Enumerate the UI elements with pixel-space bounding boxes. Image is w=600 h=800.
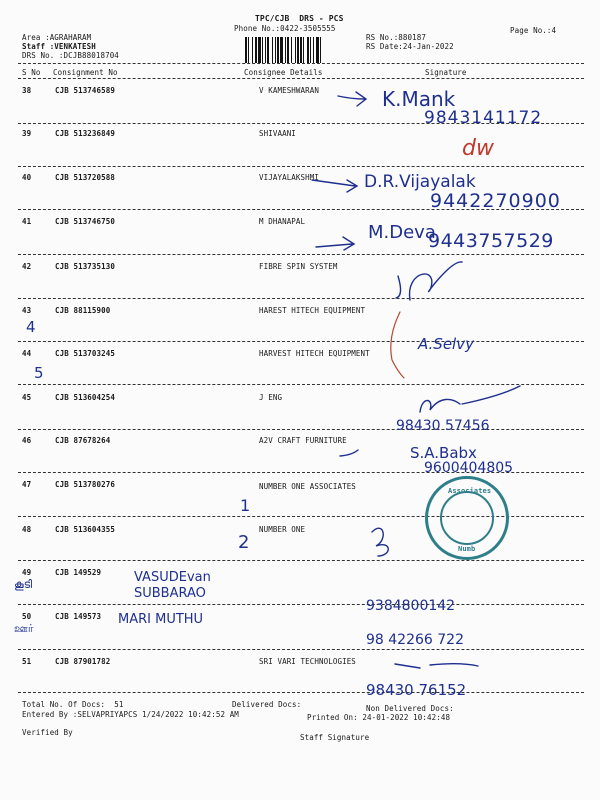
row-consignee: NUMBER ONE (259, 525, 306, 534)
handwritten-signature: S.A.Babx (410, 444, 477, 462)
rs-number: RS No.:880187 (366, 33, 426, 42)
arrow-icon (338, 92, 366, 106)
stamp-inner-ring (440, 491, 494, 545)
arrow-icon (340, 450, 358, 456)
row-sno: 42 (22, 262, 32, 271)
rs-date: RS Date:24-Jan-2022 (366, 42, 454, 51)
staff-name: Staff :VENKATESH (22, 42, 96, 51)
row-sno: 38 (22, 86, 32, 95)
scribble (395, 664, 478, 668)
total-docs: Total No. Of Docs: 51 (22, 700, 124, 709)
row-sno: 51 (22, 657, 32, 666)
row-consignment: CJB 513720588 (55, 173, 115, 182)
scribble (391, 312, 404, 378)
row-consignee: VIJAYALAKSHMI (259, 173, 319, 182)
scribble (396, 276, 401, 298)
row-sno: 43 (22, 306, 32, 315)
handwritten-phone: 98430 76152 (366, 681, 467, 699)
delivered-docs: Delivered Docs: (232, 700, 302, 709)
scribble (420, 386, 520, 412)
handwritten-phone: 98 42266 722 (366, 632, 464, 648)
handwritten-signature: dw (462, 136, 494, 161)
stamp-subtext: Numb (458, 545, 476, 553)
non-delivered-docs: Non Delivered Docs: (366, 704, 454, 713)
row-consignment: CJB 513604355 (55, 525, 115, 534)
handwritten-mark: 1 (240, 496, 251, 515)
handwritten-note: MARI MUTHU (118, 612, 204, 627)
printed-on: Printed On: 24-01-2022 10:42:48 (307, 713, 451, 722)
row-sno: 40 (22, 173, 32, 182)
row-consignee: SHIVAANI (259, 129, 296, 138)
row-sno: 47 (22, 480, 32, 489)
row-consignment: CJB 87678264 (55, 436, 111, 445)
row-consignee: SRI VARI TECHNOLOGIES (259, 657, 356, 666)
stamp-text: Associates (448, 487, 492, 495)
row-sno: 45 (22, 393, 32, 402)
verified-by: Verified By (22, 728, 73, 737)
handwritten-signature: M.Deva (368, 222, 436, 243)
scribble (372, 528, 388, 556)
handwritten-phone: 98430 57456 (396, 418, 490, 434)
row-consignment: CJB 513703245 (55, 349, 115, 358)
handwritten-note: കൂടി (14, 578, 33, 591)
arrow-icon (312, 180, 357, 192)
col-header-consignee: Consignee Details (244, 68, 323, 77)
row-consignment: CJB 149573 (55, 612, 102, 621)
handwritten-phone: 9442270900 (430, 190, 561, 212)
handwritten-note: SUBBARAO (134, 586, 206, 601)
row-sno: 50 (22, 612, 32, 621)
row-consignee: NUMBER ONE ASSOCIATES (259, 482, 356, 491)
page-number: Page No.:4 (510, 26, 557, 35)
col-header-consignment: Consignment No (53, 68, 118, 77)
scribble (410, 262, 462, 300)
row-consignee: J ENG (259, 393, 283, 402)
area: Area :AGRAHARAM (22, 33, 92, 42)
company-stamp (425, 476, 509, 560)
row-consignee: A2V CRAFT FURNITURE (259, 436, 347, 445)
handwritten-phone: 9600404805 (424, 460, 514, 476)
row-consignee: HAREST HITECH EQUIPMENT (259, 306, 366, 315)
handwritten-signature: A.Selvy (418, 335, 474, 353)
row-consignment: CJB 88115900 (55, 306, 111, 315)
handwritten-signature: K.Mank (382, 87, 456, 111)
handwritten-phone: 9843141172 (424, 108, 543, 128)
handwritten-phone: 9443757529 (428, 230, 554, 252)
row-consignment: CJB 513746750 (55, 217, 115, 226)
handwritten-note: VASUDEvan (134, 570, 211, 585)
row-consignment: CJB 513735130 (55, 262, 115, 271)
row-consignment: CJB 513780276 (55, 480, 115, 489)
document-title: TPC/CJB DRS - PCS (255, 14, 344, 23)
handwritten-note: ஊர் (14, 622, 34, 635)
row-consignment: CJB 513604254 (55, 393, 115, 402)
row-consignment: CJB 513236849 (55, 129, 115, 138)
row-consignment: CJB 149529 (55, 568, 102, 577)
row-consignee: M DHANAPAL (259, 217, 306, 226)
handwritten-phone: 9384800142 (366, 598, 456, 614)
row-sno: 49 (22, 568, 32, 577)
arrow-icon (316, 237, 354, 250)
handwritten-mark: 4 (26, 318, 36, 336)
handwritten-mark: 2 (238, 532, 250, 553)
row-consignee: FIBRE SPIN SYSTEM (259, 262, 338, 271)
drs-number: DRS No. :DCJB88018704 (22, 51, 119, 60)
row-sno: 44 (22, 349, 32, 358)
phone-number: Phone No.:0422-3505555 (234, 24, 336, 33)
row-consignee: V KAMESHWARAN (259, 86, 319, 95)
row-consignment: CJB 513746589 (55, 86, 115, 95)
row-sno: 46 (22, 436, 32, 445)
row-consignment: CJB 87901782 (55, 657, 111, 666)
row-sno: 39 (22, 129, 32, 138)
row-sno: 41 (22, 217, 32, 226)
staff-signature: Staff Signature (300, 733, 370, 742)
handwritten-mark: 5 (34, 364, 44, 382)
row-consignee: HARVEST HITECH EQUIPMENT (259, 349, 370, 358)
row-sno: 48 (22, 525, 32, 534)
col-header-sno: S No (22, 68, 41, 77)
entered-by: Entered By :SELVAPRIYAPCS 1/24/2022 10:42:52 AM (22, 710, 239, 719)
col-header-signature: Signature (425, 68, 467, 77)
handwritten-signature: D.R.Vijayalak (364, 172, 476, 192)
